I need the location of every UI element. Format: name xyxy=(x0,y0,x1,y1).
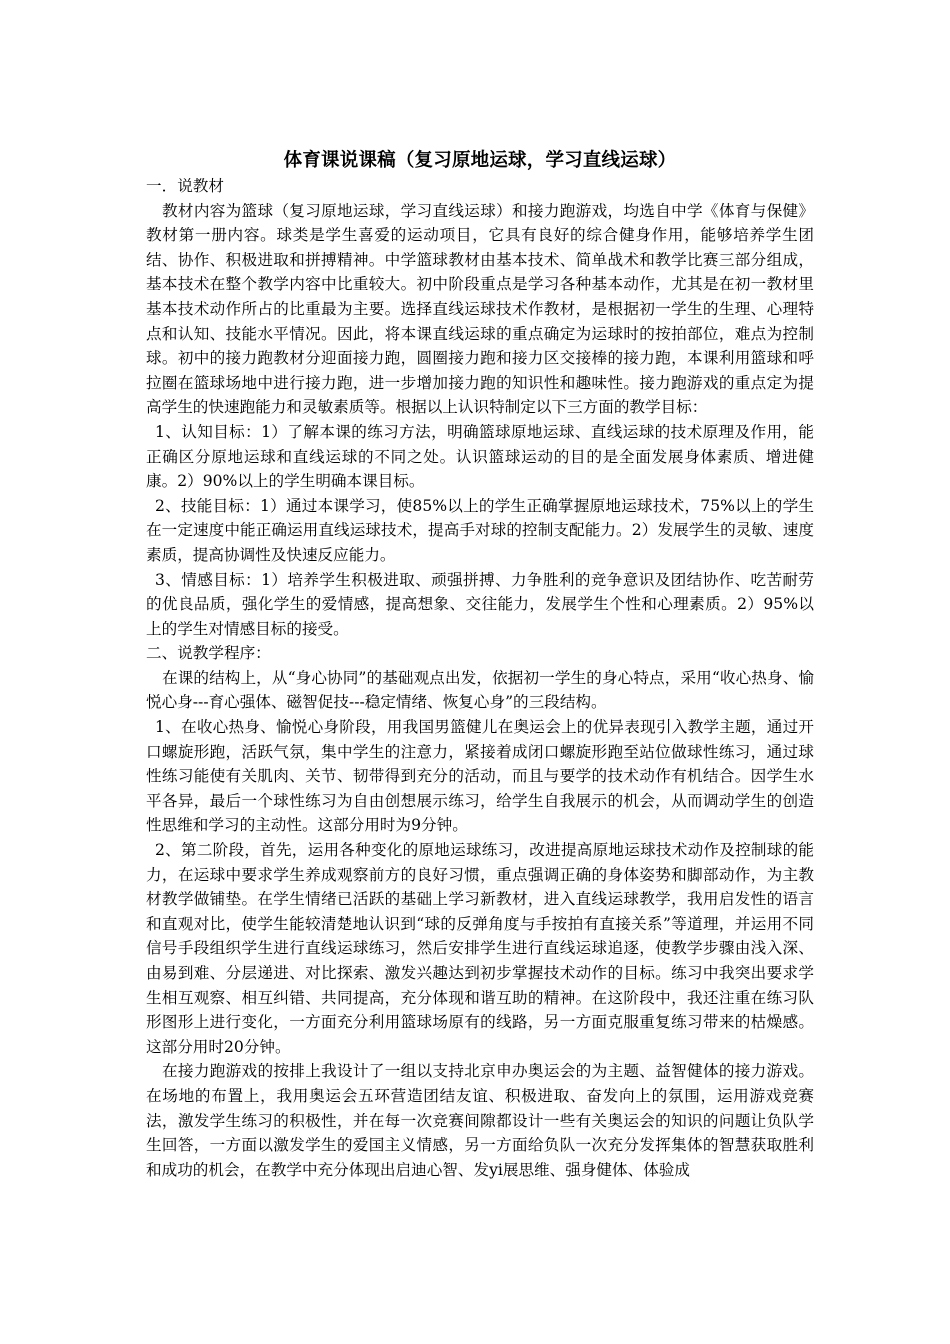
paragraph: 在接力跑游戏的按排上我设计了一组以支持北京申办奥运会的为主题、益智健体的接力游戏。在场地的布置上，我用奥运会五环营造团结友谊、积极进取、奋发向上的氛围，运用游戏竞赛法，激发学生练习的积极性，并在每一次竞赛间隙都设计一些有关奥运会的知识的问题让负队学生回答，一方面以激发学生的爱国主义情感，另一方面给负队一次充分发挥集体的智慧获取胜利和成功的机会，在教学中充分体现出启迪心智、发yi展思维、强身健体、体验成 xyxy=(146,1062,814,1179)
paragraph: 2、技能目标：1）通过本课学习，使85%以上的学生正确掌握原地运球技术，75%以上的学生在一定速度中能正确运用直线运球技术，提高手对球的控制支配能力。2）发展学生的灵敏、速度素质，提高协调性及快速反应能力。 xyxy=(146,496,814,564)
document-page xyxy=(146,148,814,1182)
paragraph: 教材内容为篮球（复习原地运球，学习直线运球）和接力跑游戏，均选自中学《体育与保健》教材第一册内容。球类是学生喜爱的运动项目，它具有良好的综合健身作用，能够培养学生团结、协作、积极进取和拼搏精神。中学篮球教材由基本技术、简单战术和教学比赛三部分组成，基本技术在整个教学内容中比重较大。初中阶段重点是学习各种基本动作，尤其是在初一教材里基本技术动作所占的比重最为主要。选择直线运球技术作教材，是根据初一学生的生理、心理特点和认知、技能水平情况。因此，将本课直线运球的重点确定为运球时的按拍部位，难点为控制球。初中的接力跑教材分迎面接力跑，圆圈接力跑和接力区交接棒的接力跑，本课利用篮球和呼拉圈在篮球场地中进行接力跑，进一步增加接力跑的知识性和趣味性。接力跑游戏的重点定为提高学生的快速跑能力和灵敏素质等。根据以上认识特制定以下三方面的教学目标： xyxy=(146,201,814,417)
paragraph: 1、认知目标：1）了解本课的练习方法，明确篮球原地运球、直线运球的技术原理及作用，能正确区分原地运球和直线运球的不同之处。认识篮球运动的目的是全面发展身体素质、增进健康。2）90%以上的学生明确本课目标。 xyxy=(146,422,814,491)
paragraph: 2、第二阶段，首先，运用各种变化的原地运球练习，改进提高原地运球技术动作及控制球的能力，在运球中要求学生养成观察前方的良好习惯，重点强调正确的身体姿势和脚部动作，为主教材教学做铺垫。在学生情绪已活跃的基础上学习新教材，进入直线运球教学，我用启发性的语言和直观对比，使学生能较清楚地认识到“球的反弹角度与手按拍有直接关系”等道理，并运用不同信号手段组织学生进行直线运球练习，然后安排学生进行直线运球追逐，使教学步骤由浅入深、由易到难、分层递进、对比探索、激发兴趣达到初步掌握技术动作的目标。练习中我突出要求学生相互观察、相互纠错、共同提高，充分体现和谐互助的精神。在这阶段中，我还注重在练习队形图形上进行变化，一方面充分利用篮球场原有的线路，另一方面克服重复练习带来的枯燥感。这部分用时20分钟。 xyxy=(146,841,814,1056)
document-body xyxy=(146,174,814,1182)
document-title: 体育课说课稿（复习原地运球，学习直线运球） xyxy=(283,150,677,171)
section-heading: 一．说教材 xyxy=(146,177,224,195)
paragraph: 3、情感目标：1）培养学生积极进取、顽强拼搏、力争胜利的竞争意识及团结协作、吃苦耐劳的优良品质，强化学生的爱情感，提高想象、交往能力，发展学生个性和心理素质。2）95%以上的学生对情感目标的接受。 xyxy=(146,570,814,638)
paragraph: 1、在收心热身、愉悦心身阶段，用我国男篮健儿在奥运会上的优异表现引入教学主题，通过开口螺旋形跑，活跃气氛，集中学生的注意力，紧接着成闭口螺旋形跑至站位做球性练习，通过球性练习能使有关肌肉、关节、韧带得到充分的活动，而且与要学的技术动作有机结合。因学生水平各异，最后一个球性练习为自由创想展示练习，给学生自我展示的机会，从而调动学生的创造性思维和学习的主动性。这部分用时为9分钟。 xyxy=(146,718,814,835)
paragraph: 在课的结构上，从“身心协同”的基础观点出发，依据初一学生的身心特点，采用“收心热身、愉悦心身---育心强体、磁智促技---稳定情绪、恢复心身”的三段结构。 xyxy=(146,668,814,712)
section-heading: 二、说教学程序： xyxy=(146,644,271,663)
